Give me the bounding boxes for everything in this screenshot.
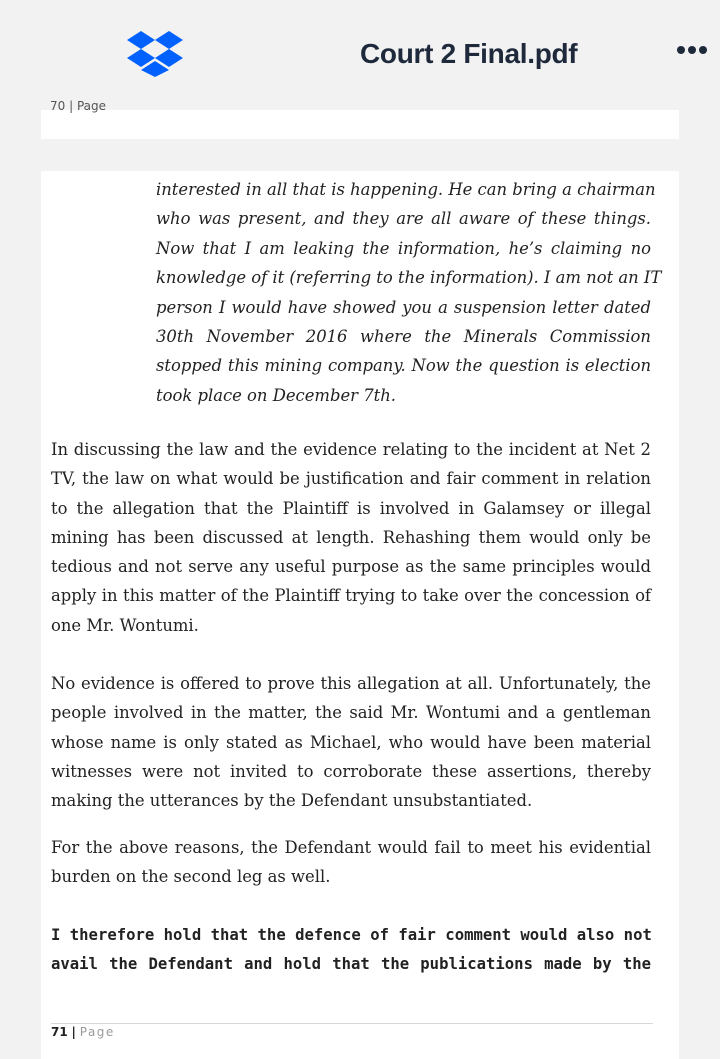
paragraph-2 (51, 669, 651, 815)
text-line: mining has been discussed at length. Rehashing them would only be (51, 527, 651, 547)
footer-divider (51, 1023, 653, 1024)
previous-page-footer: 70 | Page (50, 99, 106, 113)
text-line: burden on the second leg as well. (51, 867, 331, 887)
page-number: 71 (51, 1025, 68, 1039)
text-line: one Mr. Wontumi. (51, 615, 199, 635)
text-line: to the allegation that the Plaintiff is involved in Galamsey or illegal (51, 498, 651, 518)
page-separator: | (71, 1025, 76, 1039)
paragraph-3 (51, 833, 651, 892)
paragraph-4-holding (51, 921, 651, 980)
text-line: I therefore hold that the defence of fair comment would also not (51, 926, 652, 944)
text-line: making the utterances by the Defendant unsubstantiated. (51, 791, 533, 811)
more-options-icon[interactable] (677, 40, 715, 60)
page-footer (51, 1025, 115, 1039)
quote-line: interested in all that is happening. He can bring a chairman (156, 180, 656, 199)
text-line: whose name is only stated as Michael, who would have been material (51, 732, 651, 752)
app-header (0, 0, 720, 110)
quote-line: Now that I am leaking the information, he’s claiming no (156, 238, 651, 258)
quote-line: person I would have showed you a suspension letter dated (156, 297, 651, 317)
page-label: Page (79, 1025, 115, 1039)
pdf-page (41, 171, 679, 1059)
quote-line: took place on December 7th. (156, 385, 396, 405)
previous-page-bottom (41, 99, 679, 139)
document-title: Court 2 Final.pdf (360, 38, 578, 69)
text-line: No evidence is offered to prove this allegation at all. Unfortunately, the (51, 674, 651, 693)
text-line: For the above reasons, the Defendant would fail to meet his evidential (51, 838, 651, 857)
text-line: tedious and not serve any useful purpose as the same principles would (51, 557, 651, 577)
quote-line: knowledge of it (referring to the information). I am not an IT (156, 268, 662, 288)
text-line: avail the Defendant and hold that the publications made by the (51, 955, 651, 974)
text-line: In discussing the law and the evidence relating to the incident at Net 2 (51, 440, 651, 459)
text-line: people involved in the matter, the said Mr. Wontumi and a gentleman (51, 703, 651, 723)
quote-line: 30th November 2016 where the Minerals Commission (156, 326, 651, 346)
text-line: witnesses were not invited to corroborate these assertions, thereby (51, 761, 651, 781)
quote-line: who was present, and they are all aware of these things. (156, 209, 651, 229)
text-line: apply in this matter of the Plaintiff trying to take over the concession of (51, 586, 651, 606)
quote-line: stopped this mining company. Now the question is election (156, 356, 651, 376)
paragraph-1 (51, 435, 651, 640)
text-line: TV, the law on what would be justification and fair comment in relation (51, 469, 651, 489)
dropbox-icon[interactable] (127, 31, 183, 77)
block-quote (156, 175, 662, 410)
